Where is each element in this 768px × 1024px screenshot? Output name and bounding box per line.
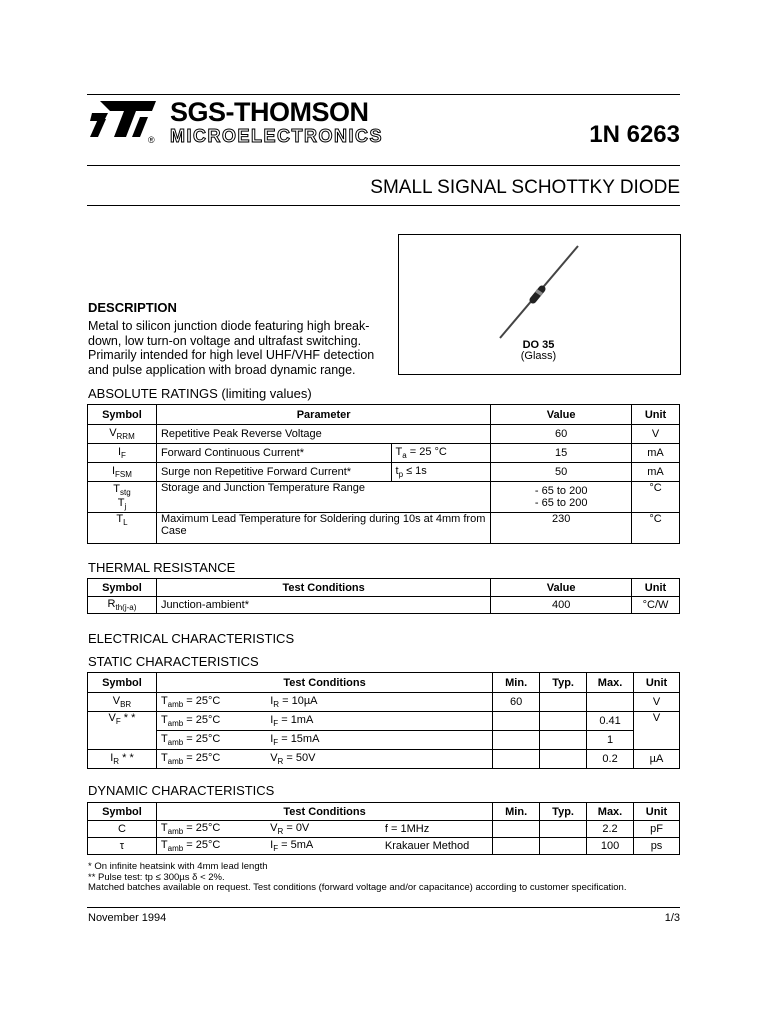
header-cell: Value	[491, 405, 632, 425]
parameter-cell: Surge non Repetitive Forward Current*	[156, 463, 391, 482]
unit-cell: µA	[634, 750, 680, 769]
unit-cell: °C	[632, 482, 680, 513]
symbol-cell: $V_F$ * *	[88, 712, 157, 731]
symbol-cell: $R_{th(j-a)}$	[88, 597, 157, 614]
unit-cell: V	[634, 693, 680, 712]
condition-cell: $I_F = 1mA$	[266, 712, 492, 731]
table-row	[88, 712, 680, 731]
dynamic-table	[87, 802, 680, 855]
max-cell: 2.2	[587, 821, 634, 838]
table-row	[88, 513, 680, 544]
symbol-cell: $I_R$ * *	[88, 750, 157, 769]
value-cell: 15	[491, 444, 632, 463]
unit-cell: mA	[632, 463, 680, 482]
value-cell: 60	[491, 425, 632, 444]
table-row	[88, 838, 680, 855]
condition-cell: $V_R = 50V$	[266, 750, 492, 769]
title-rule	[87, 165, 680, 166]
dynamic-title: DYNAMIC CHARACTERISTICS	[88, 783, 275, 798]
table-row	[88, 597, 680, 614]
table-row	[88, 425, 680, 444]
min-cell: 60	[493, 693, 540, 712]
min-cell	[493, 838, 540, 855]
registered-mark: ®	[148, 135, 155, 145]
table-row	[88, 444, 680, 463]
header-cell: Max.	[587, 673, 634, 693]
symbol-cell: $T_{stg}$ $T_j$	[88, 482, 157, 513]
condition-cell: $V_R = 0V$	[266, 821, 381, 838]
footnote: Matched batches available on request. Test conditions (forward voltage and/or capacitance) according to customer specification.	[88, 882, 627, 893]
header-cell: Typ.	[540, 673, 587, 693]
footnote: ** Pulse test: tp ≤ 300µs δ < 2%.	[88, 871, 225, 883]
header-cell: Symbol	[88, 405, 157, 425]
max-cell: 100	[587, 838, 634, 855]
unit-cell: ps	[634, 838, 680, 855]
document-subtitle: SMALL SIGNAL SCHOTTKY DIODE	[370, 177, 680, 198]
header-cell: Symbol	[88, 803, 157, 821]
unit-cell	[634, 731, 680, 750]
parameter-cell: Maximum Lead Temperature for Soldering during 10s at 4mm from Case	[156, 513, 490, 544]
thermal-table	[87, 578, 680, 614]
footer-date: November 1994	[88, 912, 167, 924]
symbol-cell: $I_{FSM}$	[88, 463, 157, 482]
package-desc: (Glass)	[520, 350, 557, 362]
typ-cell	[540, 712, 587, 731]
table-row	[88, 821, 680, 838]
footer-rule	[87, 907, 680, 908]
min-cell	[493, 731, 540, 750]
value-cell: 50	[491, 463, 632, 482]
parameter-cell: Forward Continuous Current*	[156, 444, 391, 463]
table-row	[88, 463, 680, 482]
static-table	[87, 672, 680, 769]
min-cell	[493, 821, 540, 838]
footnotes	[88, 862, 626, 894]
table-row	[88, 750, 680, 769]
description-text	[88, 319, 388, 377]
parameter-cell: Storage and Junction Temperature Range	[156, 482, 490, 513]
header-cell: Test Conditions	[156, 579, 490, 597]
thermal-title: THERMAL RESISTANCE	[88, 560, 236, 575]
condition-cell: $T_a = 25$ °C	[391, 444, 491, 463]
header-cell: Test Conditions	[156, 803, 492, 821]
header-cell: Value	[491, 579, 632, 597]
value-cell: 400	[491, 597, 632, 614]
symbol-cell: $T_L$	[88, 513, 157, 544]
footnote: * On infinite heatsink with 4mm lead length	[88, 861, 268, 872]
absolute-ratings-title: ABSOLUTE RATINGS (limiting values)	[88, 386, 312, 401]
condition-cell: Krakauer Method	[381, 838, 493, 855]
description-heading: DESCRIPTION	[88, 300, 177, 315]
header-cell: Typ.	[540, 803, 587, 821]
absolute-ratings-table	[87, 404, 680, 544]
unit-cell: V	[632, 425, 680, 444]
header-cell: Symbol	[88, 579, 157, 597]
header-cell: Unit	[632, 405, 680, 425]
brand-name: SGS-THOMSON	[170, 97, 369, 127]
typ-cell	[540, 750, 587, 769]
header-cell: Test Conditions	[156, 673, 492, 693]
unit-cell: °C	[632, 513, 680, 544]
symbol-cell	[88, 731, 157, 750]
value-cell: 230	[491, 513, 632, 544]
static-title: STATIC CHARACTERISTICS	[88, 654, 259, 669]
top-rule	[87, 94, 680, 95]
unit-cell: °C/W	[632, 597, 680, 614]
typ-cell	[540, 693, 587, 712]
condition-cell: $T_{amb} = 25^\circ C$	[156, 838, 266, 855]
max-cell: 0.41	[587, 712, 634, 731]
brand-subtitle: MICROELECTRONICS	[170, 126, 383, 146]
parameter-cell: Repetitive Peak Reverse Voltage	[156, 425, 490, 444]
condition-cell: f = 1MHz	[381, 821, 493, 838]
table-row	[88, 693, 680, 712]
electrical-title: ELECTRICAL CHARACTERISTICS	[88, 631, 295, 646]
symbol-cell: $V_{BR}$	[88, 693, 157, 712]
header-cell: Max.	[587, 803, 634, 821]
typ-cell	[540, 731, 587, 750]
condition-cell: $I_F = 15mA$	[266, 731, 492, 750]
condition-cell: $t_p \le 1s$	[391, 463, 491, 482]
table-row	[88, 731, 680, 750]
max-cell: 1	[587, 731, 634, 750]
max-cell	[587, 693, 634, 712]
description-p1: Metal to silicon junction diode featuring high break-down, low turn-on voltage and ultrafast switching.	[88, 319, 370, 348]
subtitle-rule	[87, 205, 680, 206]
unit-cell: V	[634, 712, 680, 731]
max-cell: 0.2	[587, 750, 634, 769]
symbol-cell: $I_F$	[88, 444, 157, 463]
unit-cell: pF	[634, 821, 680, 838]
condition-cell: $T_{amb} = 25^\circ C$	[156, 731, 266, 750]
value-cell: - 65 to 200 - 65 to 200	[491, 482, 632, 513]
condition-cell: $I_F = 5mA$	[266, 838, 381, 855]
diode-illustration	[496, 244, 582, 340]
header-cell: Parameter	[156, 405, 490, 425]
part-number: 1N 6263	[589, 121, 680, 148]
condition-cell: $T_{amb} = 25^\circ C$	[156, 693, 266, 712]
condition-cell: Junction-ambient*	[156, 597, 490, 614]
header-cell: Unit	[634, 673, 680, 693]
symbol-cell: τ	[88, 838, 157, 855]
symbol-cell: C	[88, 821, 157, 838]
header-cell: Unit	[634, 803, 680, 821]
package-name: DO 35	[522, 339, 555, 351]
header-cell: Symbol	[88, 673, 157, 693]
condition-cell: $T_{amb} = 25^\circ C$	[156, 712, 266, 731]
header-cell: Min.	[493, 803, 540, 821]
condition-cell: $I_R = 10\mu A$	[266, 693, 492, 712]
table-row	[88, 482, 680, 513]
typ-cell	[540, 821, 587, 838]
description-p2: Primarily intended for high level UHF/VHF detection and pulse application with broad dynamic range.	[88, 348, 375, 377]
unit-cell: mA	[632, 444, 680, 463]
header-cell: Unit	[632, 579, 680, 597]
page-number: 1/3	[664, 912, 680, 924]
min-cell	[493, 750, 540, 769]
condition-cell: $T_{amb} = 25^\circ C$	[156, 821, 266, 838]
min-cell	[493, 712, 540, 731]
symbol-cell: $V_{RRM}$	[88, 425, 157, 444]
condition-cell: $T_{amb} = 25^\circ C$	[156, 750, 266, 769]
typ-cell	[540, 838, 587, 855]
header-cell: Min.	[493, 673, 540, 693]
